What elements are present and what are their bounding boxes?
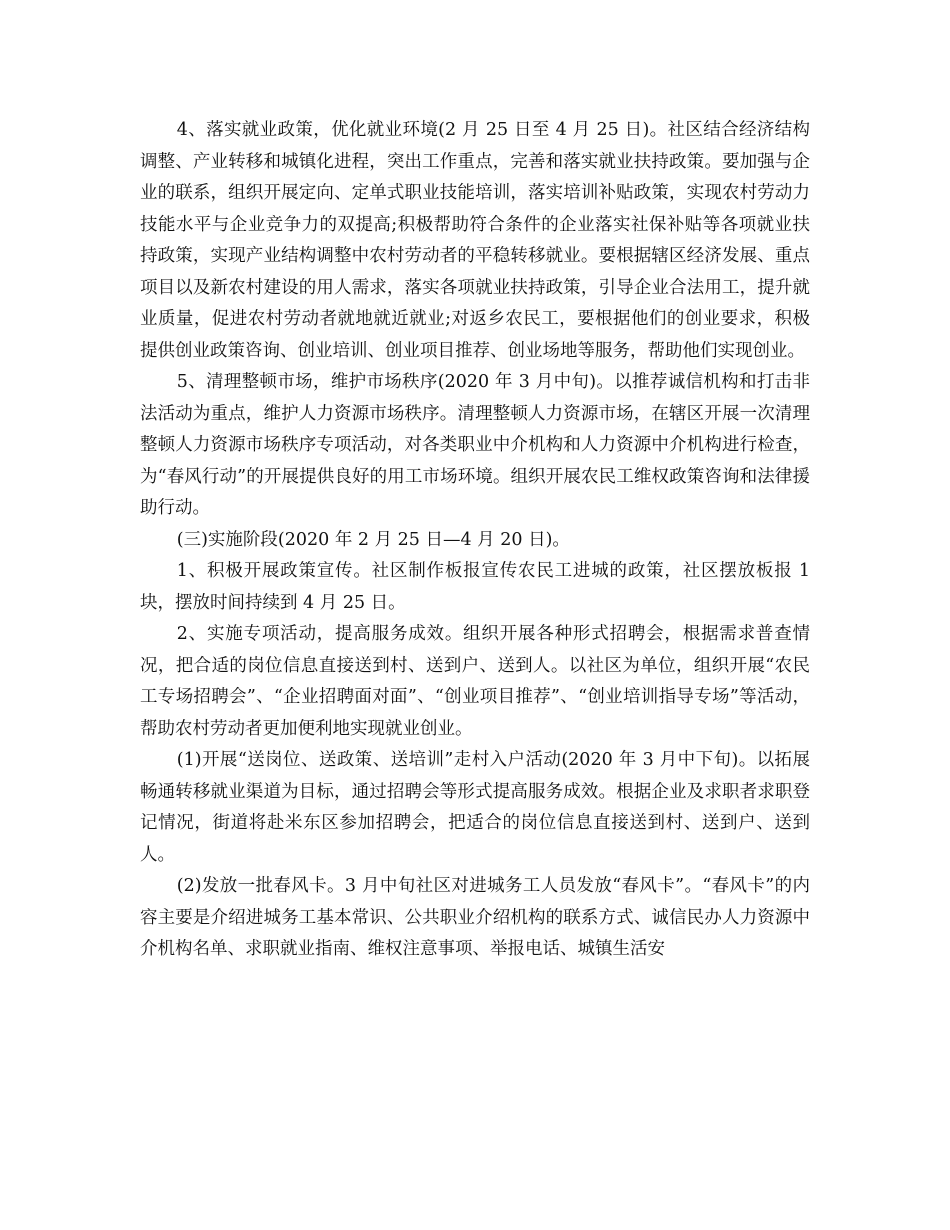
paragraph-spring-breeze-card: (2)发放一批春风卡。3 月中旬社区对进城务工人员发放“春风卡”。“春风卡”的内容主要是介绍进城务工基本常识、公共职业介绍机构的联系方式、诚信民办人力资源中介机构名单、求职就业指南、维权注意事项、举报电话、城镇生活安	[140, 876, 810, 959]
paragraph-employment-policy: 4、落实就业政策，优化就业环境(2 月 25 日至 4 月 25 日)。社区结合经济结构调整、产业转移和城镇化进程，突出工作重点，完善和落实就业扶持政策。要加强与企业的联系，组织开展定向、定单式职业技能培训，落实培训补贴政策，实现农村劳动力技能水平与企业竞争力的双提高;积极帮助符合条件的企业落实社保补贴等各项就业扶持政策，实现产业结构调整中农村劳动者的平稳转移就业。要根据辖区经济发展、重点项目以及新农村建设的用人需求，落实各项就业扶持政策，引导企业合法用工，提升就业质量，促进农村劳动者就地就近就业;对返乡农民工，要根据他们的创业要求，积极提供创业政策咨询、创业培训、创业项目推荐、创业场地等服务，帮助他们实现创业。	[140, 120, 810, 361]
paragraph-policy-publicity: 1、积极开展政策宣传。社区制作板报宣传农民工进城的政策，社区摆放板报 1 块，摆放时间持续到 4 月 25 日。	[140, 561, 810, 613]
paragraph-implementation-stage: (三)实施阶段(2020 年 2 月 25 日—4 月 20 日)。	[176, 529, 570, 550]
paragraph-special-activities: 2、实施专项活动，提高服务成效。组织开展各种形式招聘会，根据需求普查情况，把合适的岗位信息直接送到村、送到户、送到人。以社区为单位，组织开展“农民工专场招聘会”、“企业招聘面对面”、“创业项目推荐”、“创业培训指导专场”等活动，帮助农村劳动者更加便利地实现就业创业。	[140, 624, 810, 739]
paragraph-village-visits: (1)开展“送岗位、送政策、送培训”走村入户活动(2020 年 3 月中下旬)。以拓展畅通转移就业渠道为目标，通过招聘会等形式提高服务成效。根据企业及求职者求职登记情况，街道将赴米东区参加招聘会，把适合的岗位信息直接送到村、送到户、送到人。	[140, 750, 810, 865]
paragraph-market-cleanup: 5、清理整顿市场，维护市场秩序(2020 年 3 月中旬)。以推荐诚信机构和打击非法活动为重点，维护人力资源市场秩序。清理整顿人力资源市场，在辖区开展一次清理整顿人力资源市场秩序专项活动，对各类职业中介机构和人力资源中介机构进行检查，为“春风行动”的开展提供良好的用工市场环境。组织开展农民工维权政策咨询和法律援助行动。	[140, 372, 810, 518]
